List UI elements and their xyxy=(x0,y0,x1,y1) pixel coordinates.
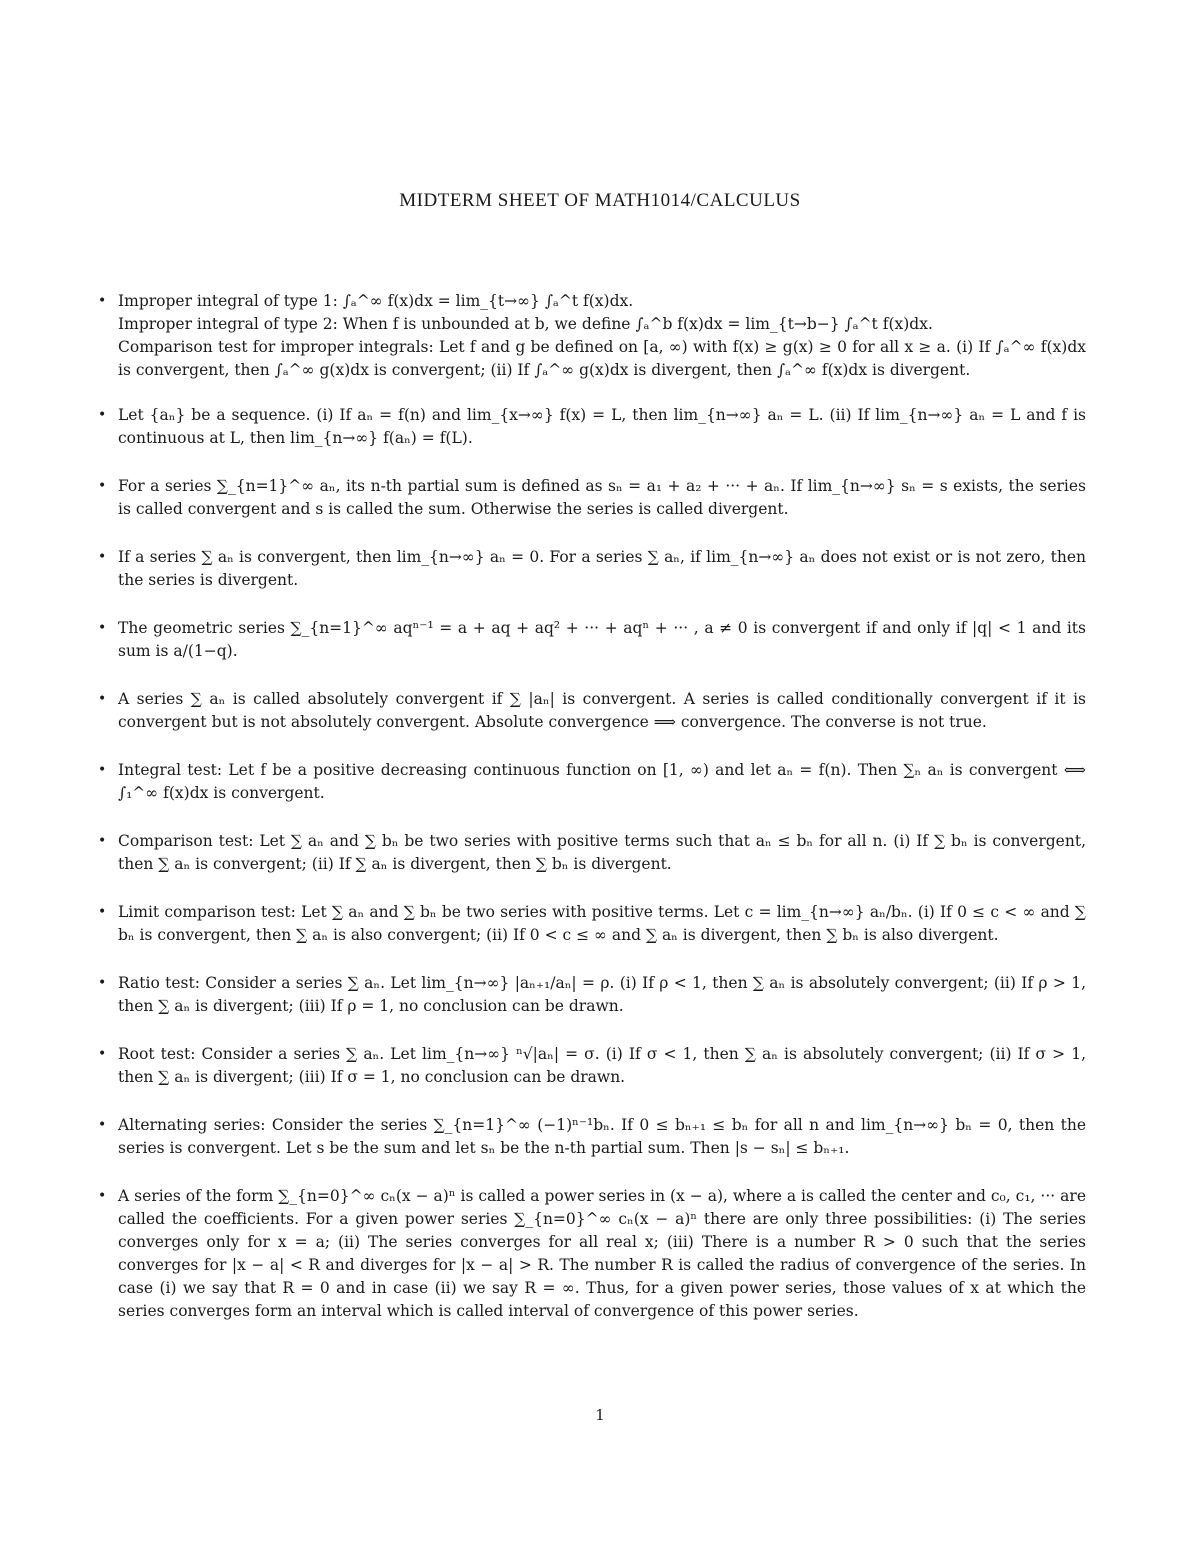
bullet-icon: • xyxy=(98,620,107,636)
bullet-icon: • xyxy=(98,691,107,707)
formula-list xyxy=(98,290,1086,1348)
list-item-integral-test xyxy=(98,759,1086,805)
list-item-root-test xyxy=(98,1043,1086,1089)
list-item-absolute-convergence xyxy=(98,688,1086,734)
page-title: MIDTERM SHEET OF MATH1014/CALCULUS xyxy=(399,190,801,211)
item-line: Comparison test for improper integrals: Let f and g be defined on [a, ∞) with f(x) ≥ g(x) ≥ 0 for all x ≥ a. (i) If ∫ₐ^∞ f(x)dx is convergent, then ∫ₐ^∞ g(x)dx is convergent; (ii) If ∫ₐ^∞ g(x)dx is divergent, then ∫ₐ^∞ f(x)dx is divergent. xyxy=(118,338,1086,379)
item-line: Ratio test: Consider a series ∑ aₙ. Let lim_{n→∞} |aₙ₊₁/aₙ| = ρ. (i) If ρ < 1, then ∑ aₙ is absolutely convergent; (ii) If ρ > 1, then ∑ aₙ is divergent; (iii) If ρ = 1, no conclusion can be drawn. xyxy=(118,974,1086,1015)
bullet-icon: • xyxy=(98,1188,107,1204)
bullet-icon: • xyxy=(98,975,107,991)
bullet-icon: • xyxy=(98,1046,107,1062)
list-item-improper-integrals xyxy=(98,290,1086,382)
item-line: A series of the form ∑_{n=0}^∞ cₙ(x − a)ⁿ is called a power series in (x − a), where a is called the center and c₀, c₁, ··· are called the coefficients. For a given power series ∑_{n=0}^∞ cₙ(x − a)ⁿ there are only three possibilities: (i) The series converges only for x = a; (ii) The series converges for all real x; (iii) There is a number R > 0 such that the series converges for |x − a| < R and diverges for |x − a| > R. The number R is called the radius of convergence of the series. In case (i) we say that R = 0 and in case (ii) we say R = ∞. Thus, for a given power series, those values of x at which the series converges form an interval which is called interval of convergence of this power series. xyxy=(118,1187,1086,1320)
bullet-icon: • xyxy=(98,1117,107,1133)
bullet-icon: • xyxy=(98,762,107,778)
item-line: If a series ∑ aₙ is convergent, then lim_{n→∞} aₙ = 0. For a series ∑ aₙ, if lim_{n→∞} aₙ does not exist or is not zero, then the series is divergent. xyxy=(118,548,1086,589)
bullet-icon: • xyxy=(98,293,107,309)
item-line: Limit comparison test: Let ∑ aₙ and ∑ bₙ be two series with positive terms. Let c = lim_{n→∞} aₙ/bₙ. (i) If 0 ≤ c < ∞ and ∑ bₙ is convergent, then ∑ aₙ is also convergent; (ii) If 0 < c ≤ ∞ and ∑ aₙ is divergent, then ∑ bₙ is also divergent. xyxy=(118,903,1086,944)
list-item-sequences xyxy=(98,404,1086,450)
list-item-partial-sums xyxy=(98,475,1086,521)
item-line: Improper integral of type 2: When f is unbounded at b, we define ∫ₐ^b f(x)dx = lim_{t→b−} ∫ₐ^t f(x)dx. xyxy=(118,315,933,333)
list-item-ratio-test xyxy=(98,972,1086,1018)
item-line: Improper integral of type 1: ∫ₐ^∞ f(x)dx = lim_{t→∞} ∫ₐ^t f(x)dx. xyxy=(118,292,634,310)
item-line: Root test: Consider a series ∑ aₙ. Let lim_{n→∞} ⁿ√|aₙ| = σ. (i) If σ < 1, then ∑ aₙ is absolutely convergent; (ii) If σ > 1, then ∑ aₙ is divergent; (iii) If σ = 1, no conclusion can be drawn. xyxy=(118,1045,1086,1086)
item-line: Alternating series: Consider the series ∑_{n=1}^∞ (−1)ⁿ⁻¹bₙ. If 0 ≤ bₙ₊₁ ≤ bₙ for all n and lim_{n→∞} bₙ = 0, then the series is convergent. Let s be the sum and let sₙ be the n-th partial sum. Then |s − sₙ| ≤ bₙ₊₁. xyxy=(118,1116,1086,1157)
bullet-icon: • xyxy=(98,478,107,494)
page-number: 1 xyxy=(595,1406,605,1424)
item-line: Integral test: Let f be a positive decreasing continuous function on [1, ∞) and let aₙ = f(n). Then ∑ₙ aₙ is convergent ⟺ ∫₁^∞ f(x)dx is convergent. xyxy=(118,761,1086,802)
list-item-alternating-series xyxy=(98,1114,1086,1160)
item-line: The geometric series ∑_{n=1}^∞ aqⁿ⁻¹ = a + aq + aq² + ··· + aqⁿ + ··· , a ≠ 0 is convergent if and only if |q| < 1 and its sum is a/(1−q). xyxy=(118,619,1086,660)
item-line: Let {aₙ} be a sequence. (i) If aₙ = f(n) and lim_{x→∞} f(x) = L, then lim_{n→∞} aₙ = L. (ii) If lim_{n→∞} aₙ = L and f is continuous at L, then lim_{n→∞} f(aₙ) = f(L). xyxy=(118,406,1086,447)
list-item-geometric-series xyxy=(98,617,1086,663)
bullet-icon: • xyxy=(98,833,107,849)
bullet-icon: • xyxy=(98,407,107,423)
bullet-icon: • xyxy=(98,549,107,565)
item-line: For a series ∑_{n=1}^∞ aₙ, its n-th partial sum is defined as sₙ = a₁ + a₂ + ··· + aₙ. If lim_{n→∞} sₙ = s exists, the series is called convergent and s is called the sum. Otherwise the series is called divergent. xyxy=(118,477,1086,518)
list-item-power-series xyxy=(98,1185,1086,1323)
list-item-divergence-test xyxy=(98,546,1086,592)
list-item-comparison-test xyxy=(98,830,1086,876)
list-item-limit-comparison-test xyxy=(98,901,1086,947)
bullet-icon: • xyxy=(98,904,107,920)
item-line: Comparison test: Let ∑ aₙ and ∑ bₙ be two series with positive terms such that aₙ ≤ bₙ for all n. (i) If ∑ bₙ is convergent, then ∑ aₙ is convergent; (ii) If ∑ aₙ is divergent, then ∑ bₙ is divergent. xyxy=(118,832,1086,873)
item-line: A series ∑ aₙ is called absolutely convergent if ∑ |aₙ| is convergent. A series is called conditionally convergent if it is convergent but is not absolutely convergent. Absolute convergence ⟹ convergence. The converse is not true. xyxy=(118,690,1086,731)
